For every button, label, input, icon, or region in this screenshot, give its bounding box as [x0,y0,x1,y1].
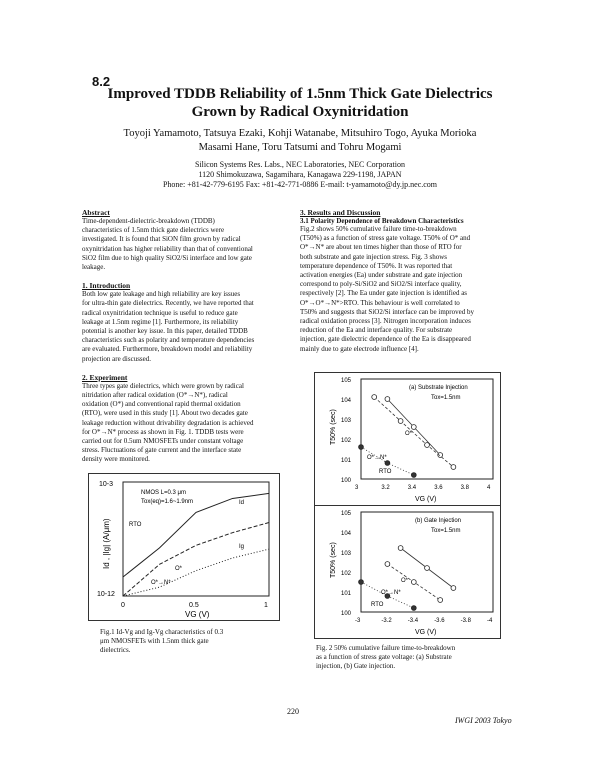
fig2b-axes [361,512,493,612]
conference-footer: IWGI 2003 Tokyo [455,716,512,725]
intro-line: are evaluated. Furthermore, breakdown model and reliability [82,345,253,354]
fig2-caption-line: Fig. 2 50% cumulative failure time-to-breakdown [316,644,456,652]
fig2b-yticks [341,511,352,617]
fig2a-ytick: 105 [341,378,352,384]
fig2a-ytick: 102 [341,438,352,444]
fig1-label-on: O*→N* [151,580,171,586]
fig2a-xtick: 3.6 [434,485,443,491]
fig1-caption-line: Fig.1 Id-Vg and Ig-Vg characteristics of 0.3 [100,628,224,636]
results-line: (T50%) as a function of stress gate voltage. T50% of O* and [300,234,471,243]
experiment-body [82,382,292,465]
fig1-label-rto: RTO [129,522,142,528]
experiment-line: for O*→N* process as shown in Fig. 1. TDDB tests were [82,427,244,436]
fig1-label-ig: Ig [239,544,245,550]
fig2b-point [438,598,443,603]
fig2b-ytick: 100 [341,611,352,617]
fig2a-xtick: 3 [355,485,359,491]
fig2b-xtick: -4 [487,618,493,624]
fig1-xlabel: VG (V) [185,610,210,619]
results-line: mainly due to gate electrode influence [4]. [300,344,419,353]
abstract-line: leakage. [82,263,106,272]
experiment-line: leakage reduction without drivability degradation is achieved [82,418,254,427]
authors-line1: Toyoji Yamamoto, Tatsuya Ezaki, Kohji Watanabe, Mitsuhiro Togo, Ayuka Morioka [123,128,477,139]
fig2b-ytick: 104 [341,531,352,537]
fig2b-point [425,566,430,571]
intro-line: potential is another key issue. In this paper, detailed TDDB [82,327,248,336]
fig1-label-o: O* [175,566,183,572]
figure-2a-plot [315,373,500,505]
fig2b-xlabel: VG (V) [415,629,437,636]
abstract-line: Time-dependent-dielectric-breakdown (TDDB) [82,217,215,225]
results-line: O*→N* are about ten times higher than those of RTO for [300,243,462,252]
paper-title-line1: Improved TDDB Reliability of 1.5nm Thick Gate Dielectrics [107,86,493,102]
abstract-line: investigated. It is found that SiON film grown by radical [82,235,241,244]
page-number: 220 [287,707,299,716]
fig2a-ylabel: T50% (sec) [330,409,337,445]
results-subheading: 3.1 Polarity Dependence of Breakdown Characteristics [300,217,464,225]
fig1-ylabel: Id , |Ig| (A/μm) [102,518,111,569]
results-line: temperature dependence of T50%. It was reported that [300,261,453,270]
experiment-line: carried out for 0.5um NMOSFETs under constant voltage [82,437,244,446]
results-line: injection, gate dielectric dependence of the Ea is disappeared [300,335,471,344]
intro-line: characteristics such as polarity and temperature dependencies [82,336,255,345]
fig2b-xtick: -3.2 [381,618,392,624]
affiliation-line1: Silicon Systems Res. Labs., NEC Laboratories, NEC Corporation [195,160,405,169]
intro-line: leakage at 1.5nm regime [1]. Furthermore, its reliability [82,317,239,326]
fig1-ytick-top: 10-3 [99,481,114,488]
results-line: O*→O*→N*>RTO. This behaviour is well correlated to [300,298,460,307]
fig2a-xtick: 3.4 [407,485,417,491]
fig2b-ytick: 105 [341,511,352,517]
fig2a-point [425,443,430,448]
fig2b-xtick: -3.6 [434,618,445,624]
figure-1 [88,473,280,621]
experiment-line: Three types gate dielectrics, which were grown by radical [82,381,244,390]
results-line: Fig.2 shows 50% cumulative failure time-to-breakdown [300,225,457,233]
fig2a-point [385,397,390,402]
fig2a-label-on: O*→N* [367,455,387,461]
figure-2b [314,505,501,639]
fig2b-xtick: -3 [355,618,361,624]
fig2a-label-o: O* [405,431,413,437]
intro-line: Both low gate leakage and high reliability are key issues [82,290,241,299]
abstract-heading: Abstract [82,208,110,217]
fig2a-point [359,445,364,450]
fig2b-label-o: O* [401,578,409,584]
fig2b-point [411,580,416,585]
fig2a-label-rto: RTO [379,469,392,475]
intro-body [82,290,292,364]
fig1-caption-line: μm NMOSFETs with 1.5nm thick gate [100,637,209,645]
fig1-legend2: Tox(eq)=1.6~1.9nm [141,499,194,505]
fig2b-cond: Tox=1.5nm [431,528,461,534]
fig2b-xtick: -3.8 [460,618,471,624]
fig2b-ytick: 103 [341,551,352,557]
fig2a-cond: Tox=1.5nm [431,395,461,401]
fig2a-ytick: 100 [341,478,352,484]
results-line: correspond to poly-Si/SiO2 and SiO2/Si interface quality, [300,280,462,289]
fig2b-point [359,580,364,585]
figure-1-caption [100,628,280,655]
fig2a-point [398,419,403,424]
experiment-heading: 2. Experiment [82,372,128,382]
left-column [82,208,292,465]
affiliation-line3: Phone: +81-42-779-6195 Fax: +81-42-771-0886 E-mail: t-yamamoto@dy.jp.nec.com [162,180,438,189]
abstract-body [82,217,292,272]
fig1-ytick-bottom: 10-12 [97,591,115,598]
results-line: respectively [2]. The Ea under gate injection is identified as [300,289,468,298]
fig2a-xtick: 3.2 [381,485,390,491]
experiment-line: stress. Fluctuations of gate current and the interface state [82,446,242,455]
results-line: activation energies (Ea) under substrate and gate injection [300,271,463,280]
abstract-line: characteristics of 1.5nm thick gate dielectrics were [82,226,225,235]
affiliation-line2: 1120 Shimokuzawa, Sagamihara, Kanagawa 229-1198, JAPAN [198,170,402,179]
fig2b-point [385,562,390,567]
fig2a-xtick: 3.8 [460,485,469,491]
fig2b-ytick: 102 [341,571,352,577]
intro-line: projection are discussed. [82,354,152,363]
fig2b-ytick: 101 [341,591,352,597]
fig2a-ytick: 104 [341,398,352,404]
results-line: reduction of the Ea and interface quality. For substrate [300,326,453,335]
fig2b-point [411,606,416,611]
fig1-caption-line: dielectrics. [100,646,131,654]
intro-line: radical oxynitridation technique is useful to reduce gate [82,308,238,317]
results-heading: 3. Results and Discussion [300,208,381,217]
abstract-line: SiO2 film due to high quality SiO2/Si interface and low gate [82,253,252,262]
results-body [300,225,514,354]
figure-2a [314,372,501,506]
fig2a-point [411,473,416,478]
fig1-legend1: NMOS L=0.3 μm [141,490,186,496]
experiment-line: (RTO), were used in this study [1]. About two decades gate [82,409,248,418]
fig2a-point [411,425,416,430]
fig2a-ytick: 101 [341,458,352,464]
fig1-xtick-1: 1 [264,602,268,609]
fig2b-label-rto: RTO [371,602,384,608]
fig2a-point [385,461,390,466]
right-column [300,208,514,354]
session-number: 8.2 [92,74,111,89]
paper-title-line2: Grown by Radical Oxynitridation [191,104,409,120]
results-line: T50% and suggests that SiO2/Si interface can be improved by [300,307,474,316]
results-line: radical oxidation process [3]. Nitrogen incorporation induces [300,317,471,326]
fig2b-ylabel: T50% (sec) [330,542,337,578]
fig2a-yticks [341,378,352,484]
fig2b-xtick: -3.4 [407,618,419,624]
fig2a-xticks [355,485,491,491]
fig2a-ytick: 103 [341,418,352,424]
fig1-xtick-0: 0 [121,602,125,609]
fig1-label-id: Id [239,500,245,506]
results-line: both substrate and gate injection stress. Fig. 3 shows [300,252,447,261]
fig2a-xtick: 4 [487,485,491,491]
intro-heading: 1. Introduction [82,281,131,291]
fig2b-xticks [355,618,493,624]
experiment-line: density were monitored. [82,455,150,464]
fig2a-axes [361,379,493,479]
fig1-series-line [123,493,269,577]
fig1-xtick-mid: 0.5 [189,602,199,609]
experiment-line: nitridation after radical oxidation (O*→N*), radical [82,391,228,400]
fig2-caption-line: as a function of stress gate voltage: (a) Substrate [316,653,452,661]
fig2a-panel-label: (a) Substrate Injection [409,385,468,391]
figure-1-plot [89,474,279,620]
fig2a-point [372,395,377,400]
fig2a-point [451,465,456,470]
fig1-series [123,493,269,596]
fig2b-point [398,546,403,551]
fig1-series-line [123,549,269,596]
intro-line: for ultra-thin gate dielectrics. Recently, we have reported that [82,299,254,308]
fig2-caption-line: injection, (b) Gate injection. [316,662,396,670]
fig2b-label-on: O*→N* [381,590,401,596]
experiment-line: oxidation (O*) and conventional rapid thermal oxidation [82,400,241,409]
figure-2b-plot [315,506,500,638]
fig2b-panel-label: (b) Gate Injection [415,518,462,524]
figure-2-caption [316,644,506,671]
authors-line2: Masami Hane, Toru Tatsumi and Tohru Mogami [198,142,402,153]
abstract-line: oxynitridation has higher reliability than that of conventional [82,244,253,253]
fig2b-point [451,586,456,591]
fig2a-xlabel: VG (V) [415,496,437,503]
